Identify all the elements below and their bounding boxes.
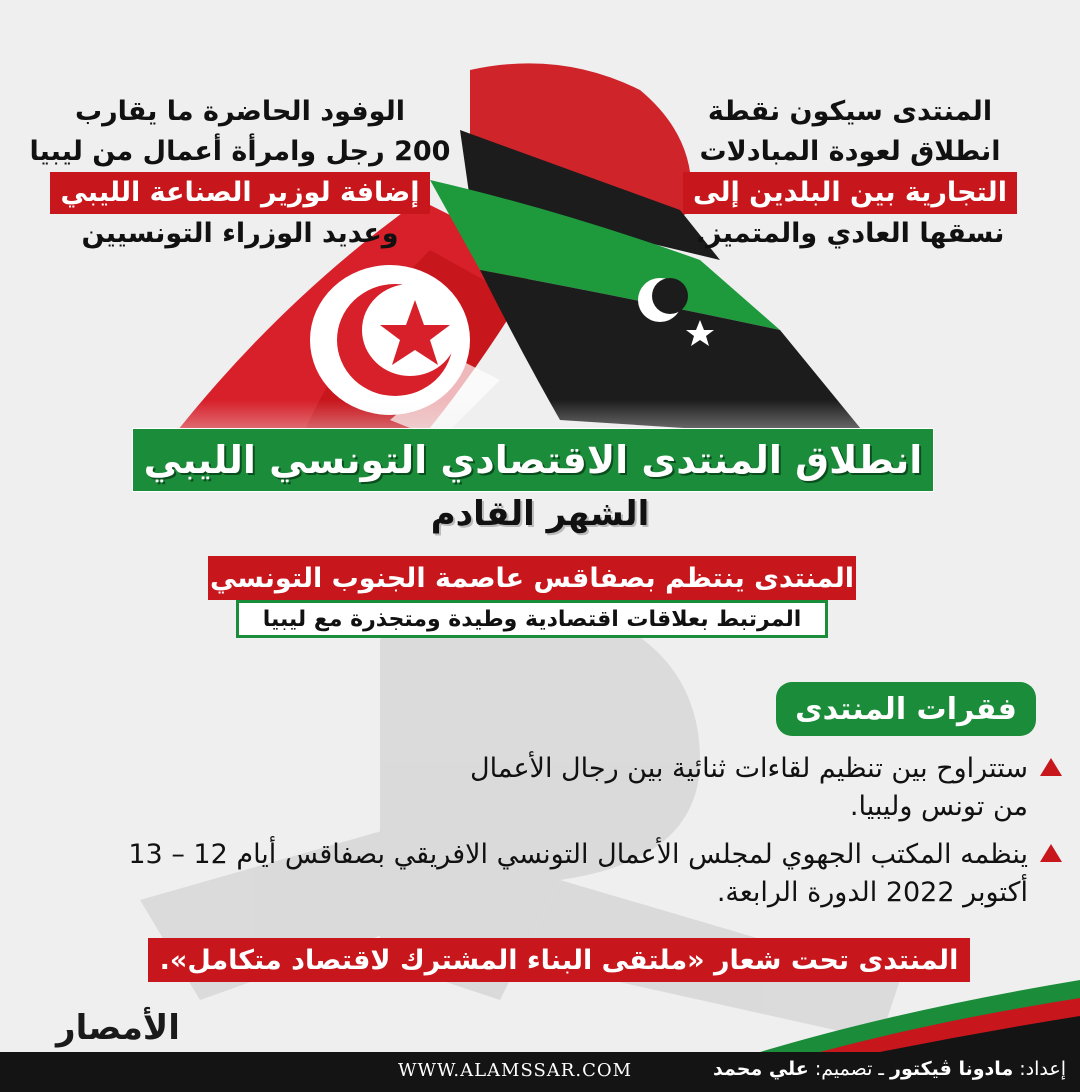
design-label: تصميم: (814, 1058, 873, 1080)
triangle-bullet-icon (1040, 844, 1062, 862)
design-name: علي محمد (713, 1058, 809, 1080)
prep-name: مادونا ڤيكتور (890, 1058, 1014, 1080)
prep-label: إعداد: (1019, 1058, 1066, 1080)
top-right-highlight: التجارية بين البلدين إلى (683, 172, 1017, 214)
bullet-text-2: ينظمه المكتب الجهوي لمجلس الأعمال التونسي الافريقي بصفاقس أيام 12 – 13 أكتوبر 2022 الدورة الرابعة. (128, 839, 1028, 908)
headline-title: انطلاق المنتدى الاقتصادي التونسي الليبي (143, 438, 923, 482)
top-left-paragraph (20, 92, 460, 254)
list-item (448, 750, 1028, 826)
credits: إعداد: مادونا ڤيكتور ـ تصميم: علي محمد (713, 1058, 1066, 1080)
info-red-text: المنتدى ينتظم بصفاقس عاصمة الجنوب التونسي (209, 562, 855, 594)
slogan-banner (148, 938, 970, 982)
top-left-line-1: الوفود الحاضرة ما يقارب (74, 96, 406, 127)
logo: الأمصار (56, 1008, 180, 1048)
top-right-paragraph (660, 92, 1040, 254)
info-white-text: المرتبط بعلاقات اقتصادية وطيدة ومتجذرة مع ليبيا (262, 606, 802, 632)
top-left-line-4: وعديد الوزراء التونسيين (81, 218, 399, 249)
top-left-highlight: إضافة لوزير الصناعة الليبي (50, 172, 429, 214)
top-right-line-2: انطلاق لعودة المبادلات (699, 136, 1001, 167)
headline-banner (132, 428, 934, 492)
info-red-banner (208, 556, 856, 600)
info-white-banner (236, 600, 828, 638)
triangle-bullet-icon (1040, 758, 1062, 776)
section-title-pill (776, 682, 1036, 736)
headline-subtitle: الشهر القادم (430, 494, 650, 534)
top-left-line-2: 200 رجل وامرأة أعمال من ليبيا (29, 136, 451, 167)
section-title: فقرات المنتدى (795, 691, 1017, 727)
slogan-text: المنتدى تحت شعار «ملتقى البناء المشترك لاقتصاد متكامل». (159, 944, 959, 976)
list-item (78, 836, 1028, 912)
website-url[interactable]: WWW.ALAMSSAR.COM (398, 1060, 633, 1081)
bullet-text-1: ستتراوح بين تنظيم لقاءات ثنائية بين رجال الأعمال من تونس وليبيا. (469, 753, 1028, 822)
top-right-line-1: المنتدى سيكون نقطة (707, 96, 993, 127)
top-right-line-4: نسقها العادي والمتميز. (695, 218, 1005, 249)
